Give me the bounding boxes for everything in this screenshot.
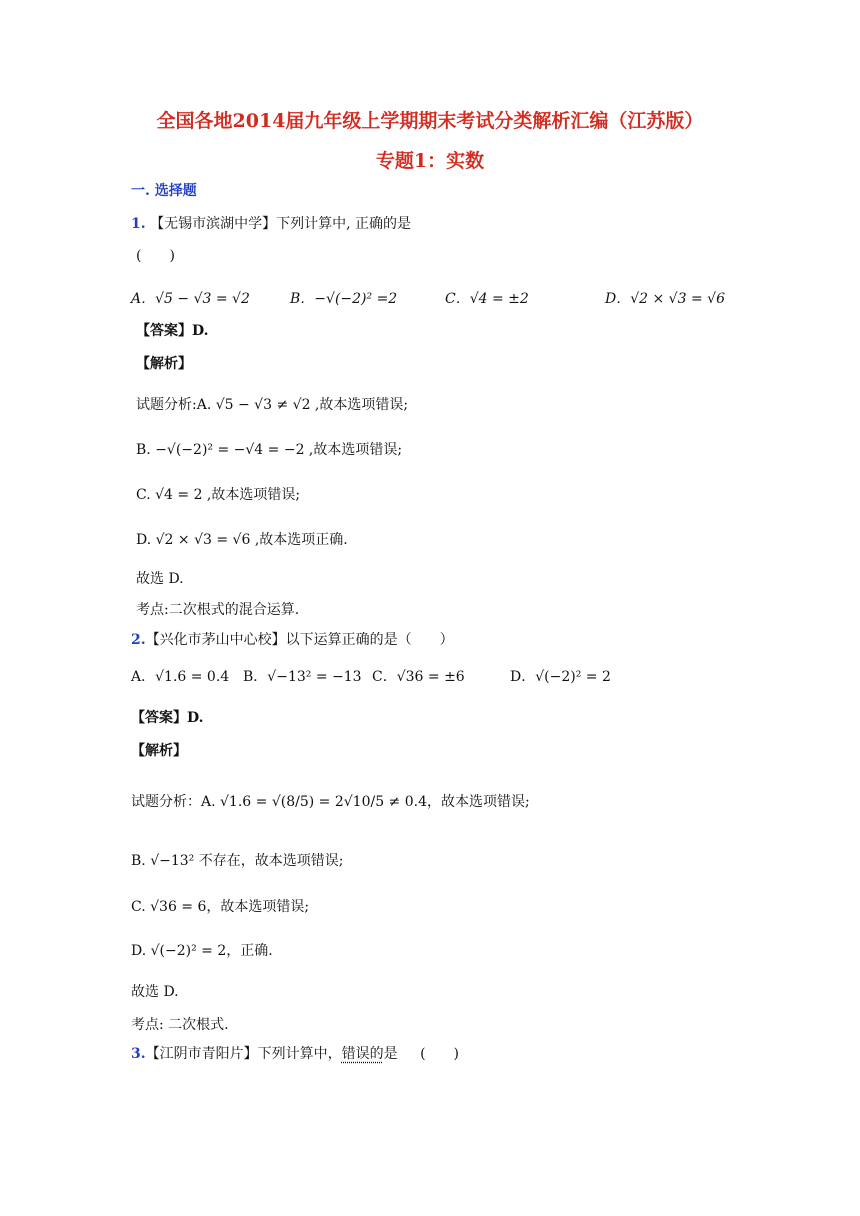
question-source: 【江阴市青阳片】 [145,1046,258,1062]
analysis-line: B. √−13² 不存在，故本选项错误; [131,853,344,869]
analysis-line: D. √(−2)² = 2，正确. [131,943,273,959]
conclusion: 故选 D. [131,984,179,1000]
answer-paren: ( ) [136,248,175,264]
analysis-line: 试题分析：A. √1.6 = √(8/5) = 2√10/5 ≠ 0.4，故本选项错误; [131,794,530,810]
option-b: B．√−13² = −13 [243,669,362,685]
question-number: 3. [131,1046,146,1062]
question-stem-end: 是 [383,1046,398,1062]
option-c: C．√4 = ±2 [445,291,529,307]
answer-line: 【答案】D. [131,710,204,726]
analysis-label: 【解析】 [131,743,187,759]
topic-line: 考点:二次根式的混合运算. [136,602,300,618]
option-a: A．√1.6 = 0.4 [131,669,230,685]
question-stem: 以下运算正确的是（ ） [285,632,454,648]
option-c: C．√36 = ±6 [372,669,465,685]
option-d: D．√(−2)² = 2 [510,669,611,685]
analysis-line: C. √4 = 2 ,故本选项错误; [136,487,301,503]
conclusion: 故选 D. [136,571,184,587]
question-source: 【无锡市滨湖中学】 [150,216,277,232]
section-heading: 一. 选择题 [131,183,197,199]
answer-paren: ( ) [420,1046,460,1062]
question-number: 1. [131,216,146,232]
page-subtitle: 专题1：实数 [375,150,485,172]
option-a: A．√5 − √3 = √2 [131,291,250,307]
option-b: B．−√(−2)² =2 [290,291,398,307]
question-3 [131,1043,459,1063]
option-d: D．√2 × √3 = √6 [605,291,725,307]
topic-line: 考点: 二次根式. [131,1017,229,1033]
question-stem: 下列计算中, 正确的是 [276,216,411,232]
analysis-line: C. √36 = 6，故本选项错误; [131,899,310,915]
analysis-line: D. √2 × √3 = √6 ,故本选项正确. [136,532,348,548]
question-1 [131,213,411,233]
analysis-label: 【解析】 [136,356,192,372]
question-number: 2. [131,632,146,648]
analysis-line: 试题分析:A. √5 − √3 ≠ √2 ,故本选项错误; [136,397,409,413]
analysis-line: B. −√(−2)² = −√4 = −2 ,故本选项错误; [136,442,403,458]
answer-line: 【答案】D. [136,323,209,339]
page-title: 全国各地2014届九年级上学期期末考试分类解析汇编（江苏版） [156,110,704,132]
emphasized-word: 错误的 [341,1046,384,1062]
question-source: 【兴化市茅山中心校】 [145,632,286,648]
question-stem: 下列计算中， [257,1046,342,1062]
question-2 [131,629,454,649]
